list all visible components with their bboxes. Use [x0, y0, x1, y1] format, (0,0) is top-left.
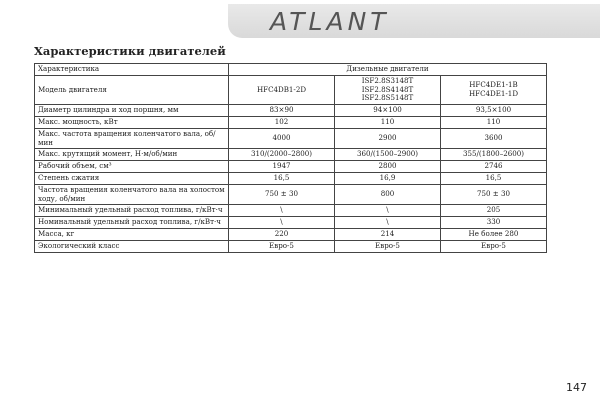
row-value: \ [229, 205, 335, 217]
row-label: Макс. крутящий момент, Н·м/об/мин [35, 149, 229, 161]
table-row [35, 75, 547, 104]
row-label: Макс. частота вращения коленчатого вала, об/мин [35, 128, 229, 149]
row-label: Макс. мощность, кВт [35, 116, 229, 128]
row-value: 330 [441, 217, 547, 229]
row-label: Частота вращения коленчатого вала на холостом ходу, об/мин [35, 184, 229, 205]
header-diesel-engines: Дизельные двигатели [229, 64, 547, 76]
table-row [35, 149, 547, 161]
row-value: 360/(1500–2900) [335, 149, 441, 161]
table-row [35, 240, 547, 252]
row-value: 16,5 [229, 172, 335, 184]
row-value: \ [229, 217, 335, 229]
row-value: HFC4DE1-1B HFC4DE1-1D [441, 75, 547, 104]
row-value: 800 [335, 184, 441, 205]
header-characteristic: Характеристика [35, 64, 229, 76]
row-value: Евро-5 [335, 240, 441, 252]
row-value: 16,5 [441, 172, 547, 184]
page-number: 147 [566, 381, 587, 394]
table-row [35, 205, 547, 217]
row-label: Масса, кг [35, 228, 229, 240]
row-value: 310/(2000–2800) [229, 149, 335, 161]
engine-specs-table [34, 63, 547, 253]
row-value: 16,9 [335, 172, 441, 184]
row-value: Евро-5 [441, 240, 547, 252]
row-label: Минимальный удельный расход топлива, г/кВт·ч [35, 205, 229, 217]
row-value: 94×100 [335, 105, 441, 117]
row-value: 1947 [229, 161, 335, 173]
table-row [35, 228, 547, 240]
row-value: 2800 [335, 161, 441, 173]
row-label: Степень сжатия [35, 172, 229, 184]
row-value: Не более 280 [441, 228, 547, 240]
row-value: 102 [229, 116, 335, 128]
row-value: 214 [335, 228, 441, 240]
table-row [35, 116, 547, 128]
row-value: 93,5×100 [441, 105, 547, 117]
row-label: Диаметр цилиндра и ход поршня, мм [35, 105, 229, 117]
row-value: \ [335, 205, 441, 217]
row-value: 750 ± 30 [441, 184, 547, 205]
row-label: Экологический класс [35, 240, 229, 252]
row-label: Модель двигателя [35, 75, 229, 104]
table-row [35, 172, 547, 184]
row-value: HFC4DB1-2D [229, 75, 335, 104]
row-value: 2900 [335, 128, 441, 149]
row-value: 355/(1800–2600) [441, 149, 547, 161]
row-value: 3600 [441, 128, 547, 149]
table-header-row [35, 64, 547, 76]
row-value: Евро-5 [229, 240, 335, 252]
table-row [35, 184, 547, 205]
row-value: 110 [335, 116, 441, 128]
row-value: 750 ± 30 [229, 184, 335, 205]
row-value: 2746 [441, 161, 547, 173]
row-value: ISF2.8S3148T ISF2.8S4148T ISF2.8S5148T [335, 75, 441, 104]
row-value: \ [335, 217, 441, 229]
table-row [35, 105, 547, 117]
row-value: 83×90 [229, 105, 335, 117]
row-value: 220 [229, 228, 335, 240]
table-row [35, 161, 547, 173]
row-value: 4000 [229, 128, 335, 149]
atlant-logo: ATLANT [270, 7, 390, 36]
row-value: 205 [441, 205, 547, 217]
row-label: Рабочий объем, см³ [35, 161, 229, 173]
row-label: Номинальный удельный расход топлива, г/кВт·ч [35, 217, 229, 229]
section-title: Характеристики двигателей [34, 44, 226, 58]
table-row [35, 217, 547, 229]
table-row [35, 128, 547, 149]
row-value: 110 [441, 116, 547, 128]
